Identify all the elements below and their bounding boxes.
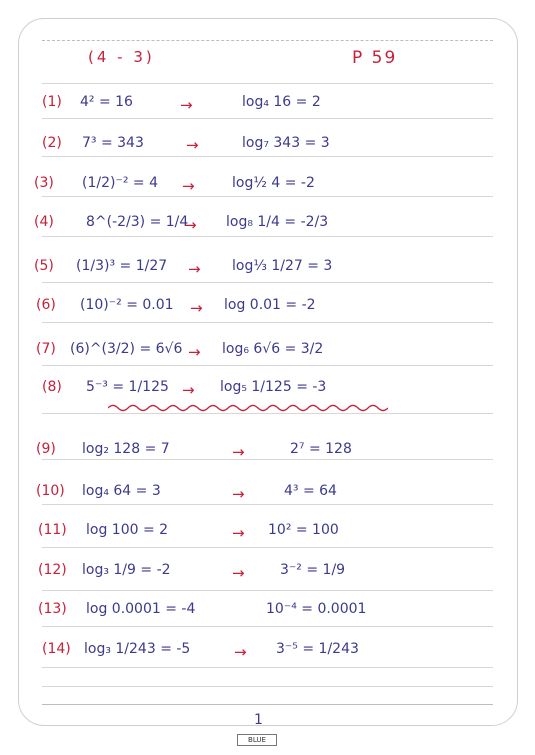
exponent-form: 7³ = 343 [82,135,144,151]
ruled-line [42,626,493,627]
log-form: log₄ 64 = 3 [82,483,161,499]
row-number: (11) [38,522,67,538]
brand-logo: BLUE [237,734,277,746]
log-form: log 100 = 2 [86,522,169,538]
row-number: (4) [34,214,54,230]
ruled-line [42,156,493,157]
log-form: log₃ 1/243 = -5 [84,641,191,657]
wavy-underline [108,403,388,413]
ruled-line [42,590,493,591]
row-number: (1) [42,94,62,110]
exponent-form: (6)^(3/2) = 6√6 [70,341,183,357]
row-number: (12) [38,562,67,578]
log-form: log₈ 1/4 = -2/3 [226,214,329,230]
ruled-line [42,504,493,505]
arrow-icon: → [182,177,195,195]
log-form: log₆ 6√6 = 3/2 [222,341,324,357]
exponent-form: 4² = 16 [80,94,133,110]
log-form: log⅓ 1/27 = 3 [232,258,333,274]
section-label: (4 - 3) [88,48,155,66]
bottom-line [42,704,493,705]
exponent-form: 8^(-2/3) = 1/4 [86,214,189,230]
row-number: (9) [36,441,56,457]
arrow-icon: → [186,136,199,154]
arrow-icon: → [190,299,203,317]
arrow-icon: → [182,381,195,399]
ruled-line [42,547,493,548]
row-number: (14) [42,641,71,657]
exponent-form: 3⁻⁵ = 1/243 [276,641,359,657]
row-number: (3) [34,175,54,191]
log-form: log₅ 1/125 = -3 [220,379,327,395]
dashed-top-line [42,40,493,41]
row-number: (13) [38,601,67,617]
ruled-line [42,413,493,414]
exponent-form: 5⁻³ = 1/125 [86,379,169,395]
row-number: (5) [34,258,54,274]
ruled-line [42,196,493,197]
arrow-icon: → [188,343,201,361]
arrow-icon: → [188,260,201,278]
ruled-line [42,236,493,237]
ruled-line [42,282,493,283]
row-number: (10) [36,483,65,499]
ruled-line [42,686,493,687]
arrow-icon: → [232,443,245,461]
exponent-form: 10⁻⁴ = 0.0001 [266,601,367,617]
ruled-line [42,118,493,119]
exponent-form: 3⁻² = 1/9 [280,562,346,578]
row-number: (8) [42,379,62,395]
log-form: log₂ 128 = 7 [82,441,170,457]
arrow-icon: → [232,524,245,542]
ruled-line [42,459,493,460]
ruled-line [42,365,493,366]
row-number: (7) [36,341,56,357]
notebook-page [18,18,518,726]
log-form: log½ 4 = -2 [232,175,315,191]
arrow-icon: → [180,96,193,114]
log-form: log₇ 343 = 3 [242,135,330,151]
arrow-icon: → [184,216,197,234]
page-number: P 59 [352,48,398,68]
ruled-line [42,83,493,84]
exponent-form: 4³ = 64 [284,483,337,499]
exponent-form: (1/2)⁻² = 4 [82,175,158,191]
exponent-form: (10)⁻² = 0.01 [80,297,174,313]
exponent-form: 10² = 100 [268,522,339,538]
row-number: (2) [42,135,62,151]
arrow-icon: → [232,485,245,503]
log-form: log₃ 1/9 = -2 [82,562,171,578]
log-form: log 0.0001 = -4 [86,601,196,617]
exponent-form: 2⁷ = 128 [290,441,352,457]
row-number: (6) [36,297,56,313]
arrow-icon: → [234,643,247,661]
arrow-icon: → [232,564,245,582]
log-form: log₄ 16 = 2 [242,94,321,110]
page-mark: 1 [254,712,263,728]
ruled-line [42,667,493,668]
exponent-form: (1/3)³ = 1/27 [76,258,168,274]
log-form: log 0.01 = -2 [224,297,316,313]
ruled-line [42,322,493,323]
